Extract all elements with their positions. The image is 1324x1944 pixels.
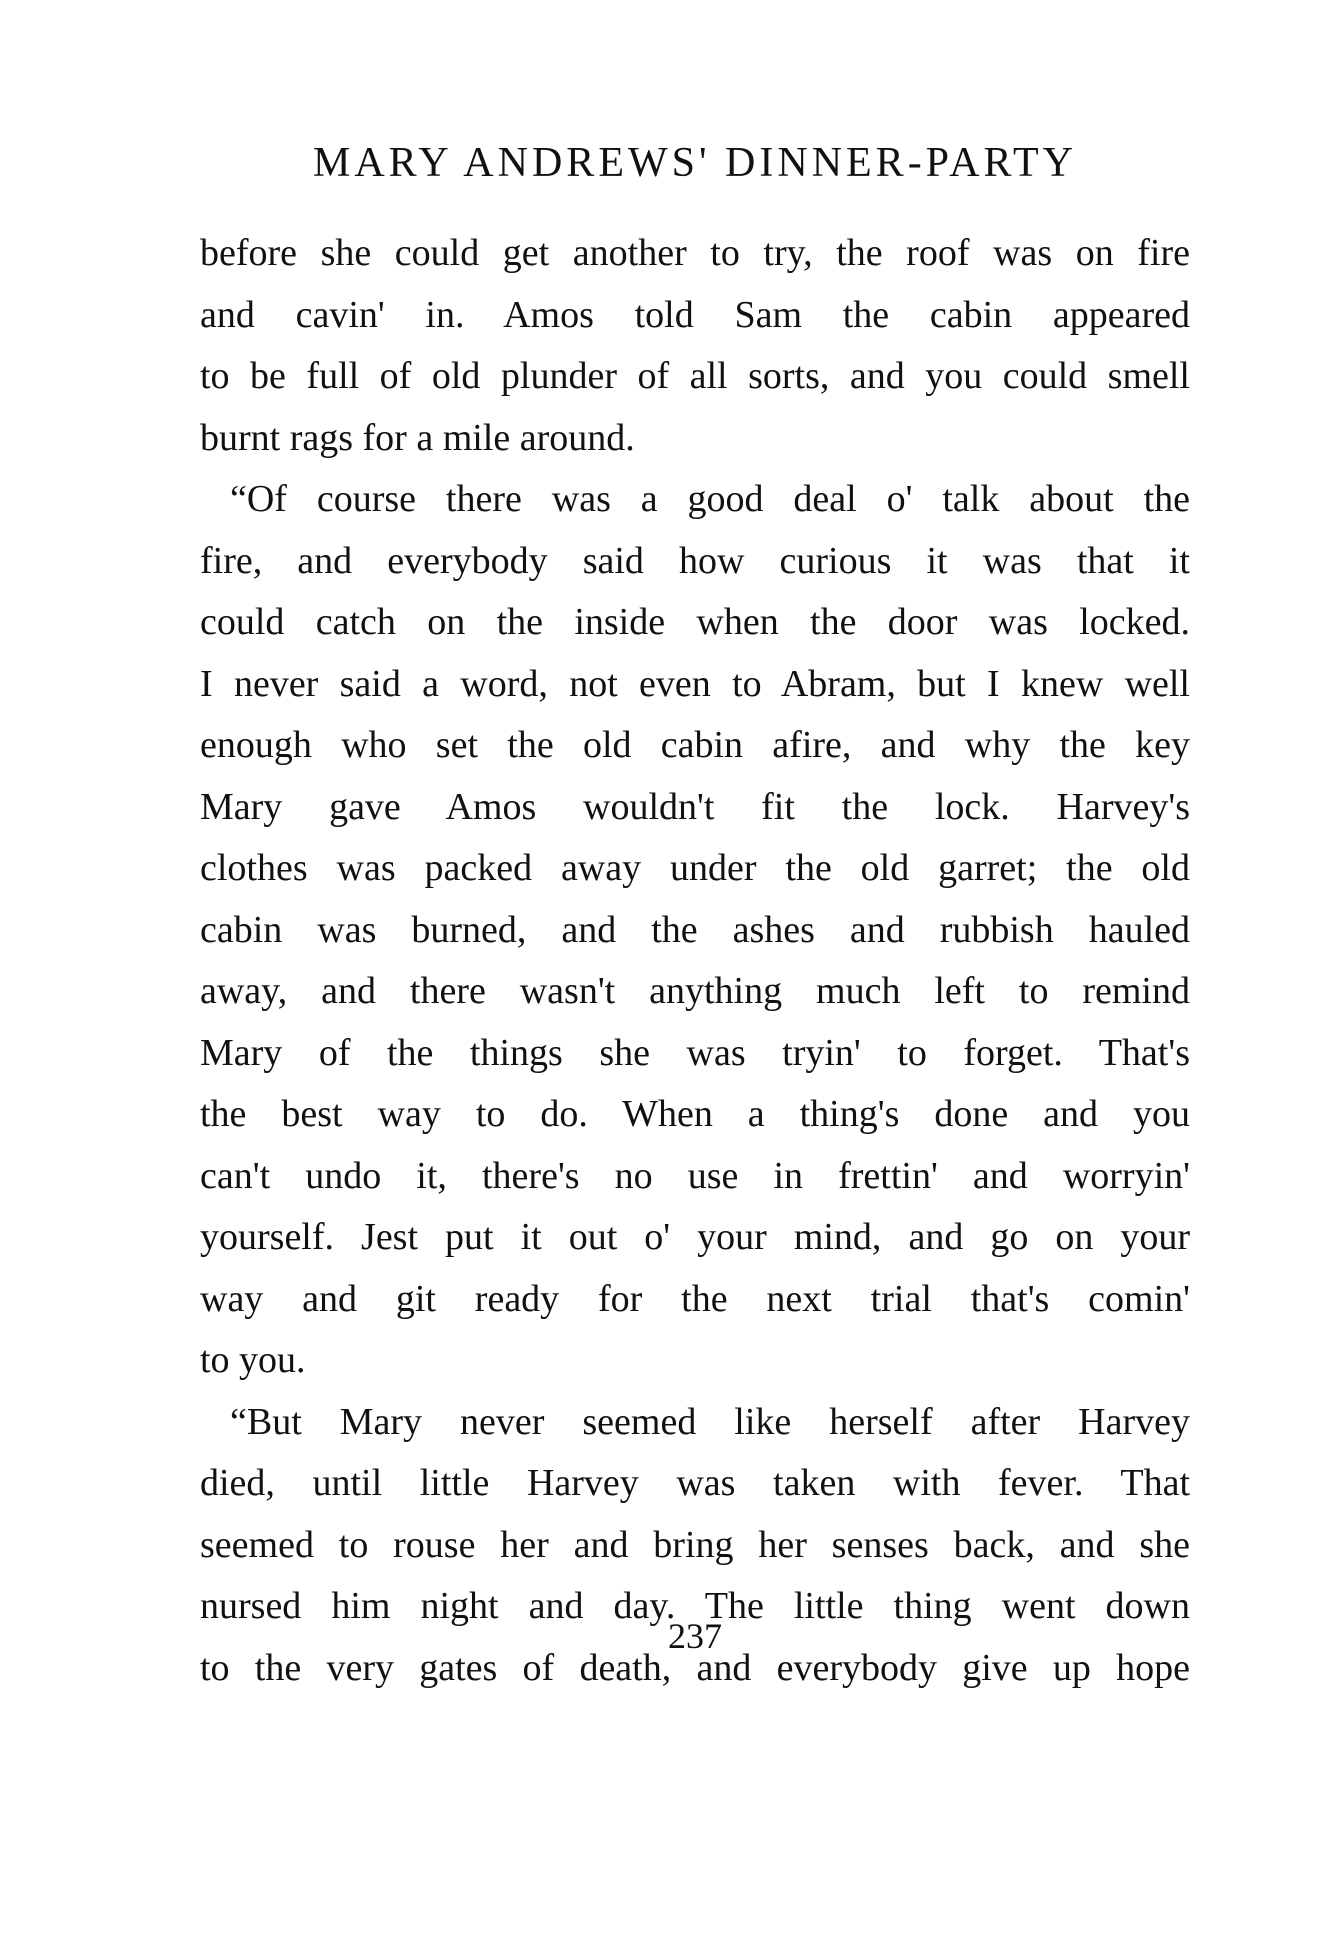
running-head: MARY ANDREWS' DINNER-PARTY: [312, 140, 1077, 186]
page-number: 237: [668, 1616, 722, 1656]
text-line: can't undo it, there's no use in frettin' and worryin': [200, 1154, 1190, 1197]
text-line: seemed to rouse her and bring her senses back, and she: [200, 1523, 1190, 1566]
text-line: before she could get another to try, the roof was on fire: [200, 232, 1190, 274]
text-line: could catch on the inside when the door was locked.: [200, 601, 1190, 643]
text-line: I never said a word, not even to Abram, but I knew well: [200, 662, 1190, 705]
text-line: way and git ready for the next trial that's comin': [200, 1277, 1190, 1320]
text-line: yourself. Jest put it out o' your mind, and go on your: [200, 1216, 1190, 1258]
text-line: burnt rags for a mile around.: [200, 416, 635, 459]
text-line: to the very gates of death, and everybody give up hope: [200, 1646, 1190, 1689]
text-line: clothes was packed away under the old garret; the old: [200, 847, 1190, 889]
text-line: fire, and everybody said how curious it was that it: [200, 539, 1190, 582]
text-line: to you.: [200, 1339, 306, 1381]
text-line: died, until little Harvey was taken with fever. That: [200, 1462, 1190, 1504]
text-line: to be full of old plunder of all sorts, and you could smell: [200, 355, 1190, 397]
text-line: nursed him night and day. The little thing went down: [200, 1585, 1190, 1627]
text-line: enough who set the old cabin afire, and why the key: [200, 724, 1190, 766]
text-line: “Of course there was a good deal o' talk about the: [230, 478, 1190, 520]
text-line: away, and there wasn't anything much left to remind: [200, 970, 1190, 1012]
text-line: the best way to do. When a thing's done and you: [200, 1093, 1190, 1135]
text-line: Mary gave Amos wouldn't fit the lock. Harvey's: [200, 785, 1190, 828]
text-line: cabin was burned, and the ashes and rubbish hauled: [200, 908, 1190, 951]
body-text: [200, 223, 1190, 1699]
text-line: “But Mary never seemed like herself after Harvey: [230, 1400, 1190, 1443]
text-line: and cavin' in. Amos told Sam the cabin appeared: [200, 293, 1190, 336]
text-line: Mary of the things she was tryin' to forget. That's: [200, 1031, 1190, 1074]
